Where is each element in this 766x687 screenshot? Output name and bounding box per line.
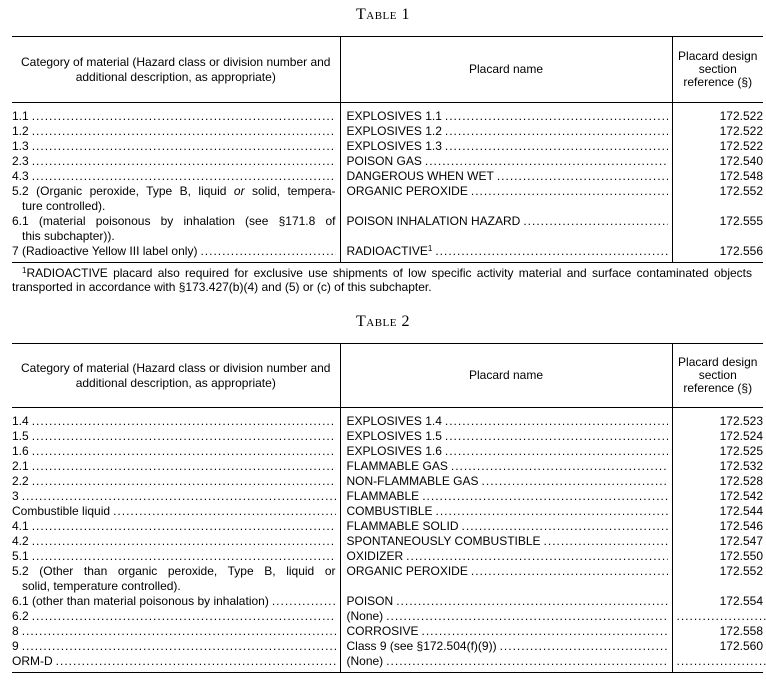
category-cell: Combustible liquid (12, 504, 111, 518)
reference-cell: 172.522 (719, 139, 763, 153)
category-cell: 5.2 (Other than organic peroxide, Type B, liquid or (12, 564, 336, 578)
table-row (12, 244, 763, 263)
placard-cell: POISON GAS (346, 154, 422, 168)
category-cell: 1.1 (12, 109, 29, 123)
reference-cell: 172.554 (719, 594, 763, 608)
placard-cell: EXPLOSIVES 1.6 (346, 444, 442, 458)
table-row (12, 594, 763, 609)
table-row (12, 429, 763, 444)
placard-cell: OXIDIZER (346, 549, 404, 563)
table-row (12, 639, 763, 654)
table-row (12, 534, 763, 549)
reference-cell: 172.548 (719, 169, 763, 183)
table-row (12, 624, 763, 639)
placard-cell: FLAMMABLE GAS (346, 459, 448, 473)
placard-cell: (None) (346, 654, 384, 668)
reference-cell: 172.550 (719, 549, 763, 563)
table-row (12, 504, 763, 519)
table1-footnote (12, 266, 752, 294)
reference-cell: 172.556 (672, 244, 763, 263)
table2-header-placard: Placard name (340, 344, 672, 408)
table-row (12, 459, 763, 474)
category-cell-continued: ture controlled). (22, 199, 106, 213)
reference-cell: 172.524 (719, 429, 763, 443)
table-row (12, 564, 763, 594)
reference-cell: 172.523 (719, 414, 763, 428)
footnote-text: RADIOACTIVE placard also required for exclusive use shipments of low specific activity material and surface contaminated objects transported in accordance with §173.427(b)(4) and (5) or (c) of this subchapter. (12, 266, 752, 294)
category-cell: 7 (Radioactive Yellow III label only) (12, 244, 198, 258)
placard-cell: POISON (346, 594, 394, 608)
placard-cell: DANGEROUS WHEN WET (346, 169, 494, 183)
table2-header-reference: Placard design section reference (§) (672, 344, 763, 408)
reference-cell: 172.552 (719, 564, 763, 578)
table-row (12, 139, 763, 154)
placard-cell: Class 9 (see §172.504(f)(9)) (346, 639, 497, 653)
category-cell: 4.2 (12, 534, 29, 548)
category-cell-continued: solid, temperature controlled). (22, 579, 181, 593)
table-row (12, 214, 763, 244)
table-row (12, 609, 763, 624)
category-cell-continued: this subchapter)). (22, 229, 115, 243)
placard-cell: EXPLOSIVES 1.5 (346, 429, 442, 443)
category-cell: 1.2 (12, 124, 29, 138)
table-row (12, 474, 763, 489)
placard-cell: RADIOACTIVE (346, 244, 428, 258)
category-cell: 3 (12, 489, 19, 503)
footnote-ref: 1 (427, 244, 433, 253)
table-row (12, 444, 763, 459)
table1 (12, 36, 763, 263)
category-cell: 2.1 (12, 459, 29, 473)
placard-cell: FLAMMABLE SOLID (346, 519, 459, 533)
table-row (12, 549, 763, 564)
category-cell: 6.2 (12, 609, 29, 623)
category-cell: 5.1 (12, 549, 29, 563)
placard-cell: NON-FLAMMABLE GAS (346, 474, 479, 488)
reference-cell: 172.560 (719, 639, 763, 653)
table-row (12, 654, 763, 673)
reference-cell: 172.547 (719, 534, 763, 548)
category-cell: 4.3 (12, 169, 29, 183)
table2 (12, 343, 763, 673)
reference-cell: 172.555 (719, 214, 763, 228)
placard-cell: ORGANIC PEROXIDE (346, 564, 468, 578)
table2-header-category: Category of material (Hazard class or division number and additional description, as appropriate) (12, 344, 340, 408)
category-cell: 6.1 (material poisonous by inhalation (see §171.8 of (12, 214, 336, 228)
table-row (12, 169, 763, 184)
table2-title: Table 2 (356, 313, 410, 330)
category-cell: 1.5 (12, 429, 29, 443)
category-cell: 2.3 (12, 154, 29, 168)
footnote-mark: 1 (22, 266, 27, 275)
reference-cell (672, 654, 763, 673)
table-row (12, 408, 763, 430)
category-cell: 1.3 (12, 139, 29, 153)
reference-cell: 172.528 (719, 474, 763, 488)
table-row (12, 489, 763, 504)
table1-header-placard: Placard name (340, 37, 672, 103)
table1-header-reference: Placard design section reference (§) (672, 37, 763, 103)
placard-cell: SPONTANEOUSLY COMBUSTIBLE (346, 534, 541, 548)
placard-cell: EXPLOSIVES 1.4 (346, 414, 442, 428)
category-cell: 8 (12, 624, 19, 638)
reference-cell: 172.546 (719, 519, 763, 533)
reference-cell: 172.542 (719, 489, 763, 503)
table1-title: Table 1 (356, 6, 410, 23)
placard-cell: (None) (346, 609, 384, 623)
reference-cell: 172.522 (719, 124, 763, 138)
reference-cell: 172.552 (719, 184, 763, 198)
placard-cell: ORGANIC PEROXIDE (346, 184, 468, 198)
table-row (12, 103, 763, 125)
placard-cell: FLAMMABLE (346, 489, 420, 503)
category-cell: 1.4 (12, 414, 29, 428)
reference-cell: 172.558 (719, 624, 763, 638)
table-row (12, 519, 763, 534)
category-cell: 4.1 (12, 519, 29, 533)
category-cell: 2.2 (12, 474, 29, 488)
reference-cell: 172.532 (719, 459, 763, 473)
table-row (12, 184, 763, 214)
reference-cell: 172.540 (719, 154, 763, 168)
reference-cell: 172.544 (719, 504, 763, 518)
category-cell: 9 (12, 639, 19, 653)
table-row (12, 124, 763, 139)
placard-cell: POISON INHALATION HAZARD (346, 214, 521, 228)
placard-cell: CORROSIVE (346, 624, 419, 638)
category-cell: 6.1 (other than material poisonous by inhalation) (12, 594, 269, 608)
placard-cell: EXPLOSIVES 1.3 (346, 139, 442, 153)
category-cell: ORM-D (12, 654, 53, 668)
placard-cell: EXPLOSIVES 1.1 (346, 109, 442, 123)
table-row (12, 154, 763, 169)
category-cell: 5.2 (Organic peroxide, Type B, liquid or solid, tempera- (12, 184, 336, 198)
table1-header-category: Category of material (Hazard class or division number and additional description, as appropriate) (12, 37, 340, 103)
reference-cell: 172.522 (719, 109, 763, 123)
placard-cell: COMBUSTIBLE (346, 504, 433, 518)
category-cell: 1.6 (12, 444, 29, 458)
reference-cell (672, 609, 763, 624)
placard-cell: EXPLOSIVES 1.2 (346, 124, 442, 138)
reference-cell: 172.525 (719, 444, 763, 458)
